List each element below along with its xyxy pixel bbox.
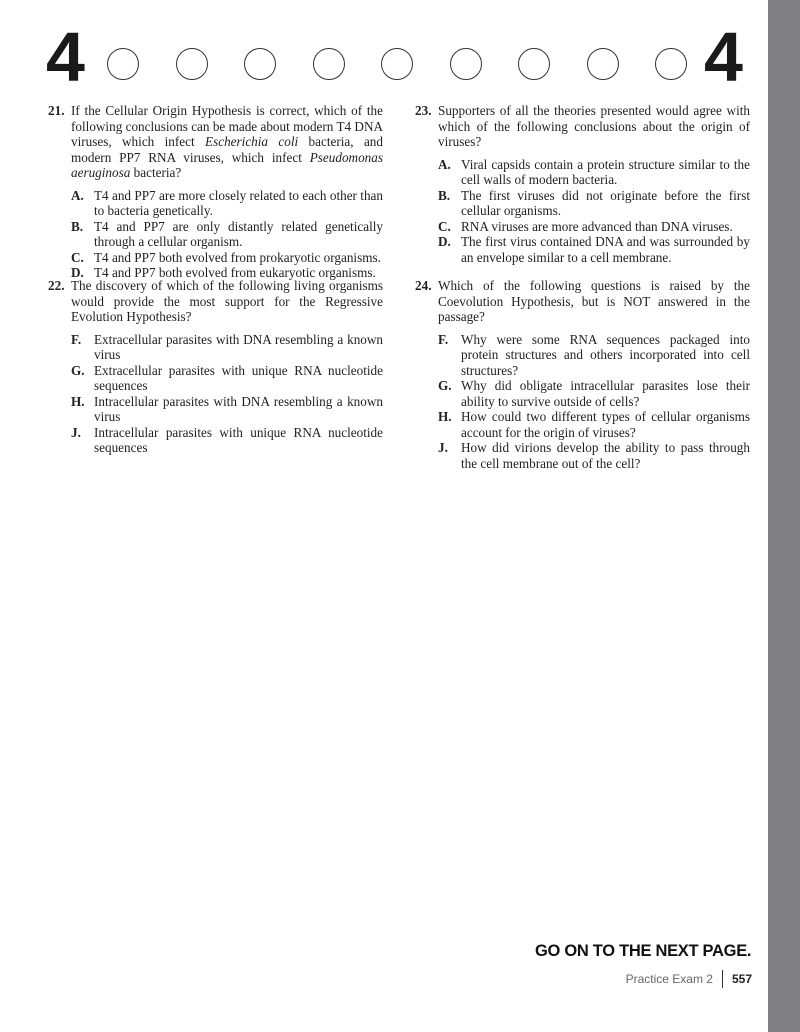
question-23 (415, 103, 750, 265)
option-letter: A. (71, 187, 84, 203)
option-text: Viral capsids contain a protein structure similar to the cell walls of modern bacteria. (461, 156, 750, 187)
question-stem: If the Cellular Origin Hypothesis is correct, which of the following conclusions can be made about modern T4 DNA viruses, which infect Escherichia coli bacteria, and modern PP7 RNA viruses, which infect Pseudomonas aeruginosa bacteria? (71, 103, 383, 180)
option-text: How could two different types of cellular organisms account for the origin of viruses? (461, 409, 750, 440)
section-number-left: 4 (46, 18, 83, 96)
answer-options (71, 332, 383, 456)
section-number-right: 4 (704, 18, 741, 96)
page-number: 557 (731, 972, 752, 986)
option-text: T4 and PP7 both evolved from eukaryotic organisms. (94, 265, 376, 280)
option-text: Intracellular parasites with unique RNA nucleotide sequences (94, 424, 383, 455)
answer-option (438, 219, 750, 235)
go-on-notice: GO ON TO THE NEXT PAGE. (535, 942, 752, 960)
option-letter: A. (438, 156, 451, 172)
option-letter: H. (438, 409, 452, 424)
footer-divider (722, 970, 723, 988)
option-letter: H. (71, 393, 85, 409)
option-letter: C. (438, 218, 451, 234)
answer-bubble (313, 48, 345, 80)
answer-option (438, 234, 750, 265)
question-24 (415, 278, 750, 471)
page-footer (626, 970, 752, 988)
option-letter: G. (438, 378, 452, 393)
option-letter: B. (438, 187, 451, 203)
answer-option (438, 440, 750, 471)
answer-bubble (450, 48, 482, 80)
option-text: Why did obligate intracellular parasites lose their ability to survive outside of cells? (461, 378, 750, 409)
option-text: Why were some RNA sequences packaged into protein structures and others incorporated into cell structures? (461, 331, 750, 378)
answer-options (438, 157, 750, 266)
answer-option (71, 363, 383, 394)
answer-bubble (518, 48, 550, 80)
question-number: 21. (48, 103, 65, 118)
answer-option (438, 157, 750, 188)
answer-option (71, 394, 383, 425)
answer-bubble (381, 48, 413, 80)
option-text: T4 and PP7 both evolved from prokaryotic organisms. (94, 249, 381, 265)
answer-option (438, 409, 750, 440)
answer-bubble (655, 48, 687, 80)
answer-bubble (176, 48, 208, 80)
option-text: How did virions develop the ability to pass through the cell membrane out of the cell? (461, 440, 750, 471)
option-letter: F. (71, 331, 82, 347)
answer-options (438, 332, 750, 472)
question-number: 24. (415, 278, 432, 293)
option-letter: J. (71, 424, 81, 440)
option-text: T4 and PP7 are more closely related to each other than to bacteria genetically. (94, 187, 383, 218)
option-letter: F. (438, 331, 449, 347)
question-stem: Supporters of all the theories presented would agree with which of the following conclusions about the origin of viruses? (438, 103, 750, 149)
question-22 (48, 278, 383, 456)
option-text: RNA viruses are more advanced than DNA viruses. (461, 218, 733, 234)
answer-bubble (587, 48, 619, 80)
question-number: 23. (415, 103, 432, 118)
option-text: Extracellular parasites with DNA resembling a known virus (94, 331, 383, 362)
question-stem: Which of the following questions is raised by the Coevolution Hypothesis, but is NOT answered in the passage? (438, 278, 750, 324)
answer-option (71, 188, 383, 219)
answer-option (438, 188, 750, 219)
option-text: Intracellular parasites with DNA resembling a known virus (94, 393, 383, 424)
option-letter: G. (71, 362, 85, 378)
option-text: The first virus contained DNA and was surrounded by an envelope similar to a cell membrane. (461, 234, 750, 265)
question-number: 22. (48, 278, 65, 293)
option-text: The first viruses did not originate before the first cellular organisms. (461, 187, 750, 218)
option-letter: D. (438, 234, 451, 249)
answer-option (438, 332, 750, 379)
option-text: T4 and PP7 are only distantly related genetically through a cellular organism. (94, 218, 383, 249)
answer-option (71, 219, 383, 250)
answer-bubble (107, 48, 139, 80)
question-stem: The discovery of which of the following living organisms would provide the most support for the Regressive Evolution Hypothesis? (71, 278, 383, 324)
option-letter: J. (438, 440, 448, 455)
answer-bubble (244, 48, 276, 80)
page-edge-tab (768, 0, 800, 1032)
option-text: Extracellular parasites with unique RNA nucleotide sequences (94, 362, 383, 393)
option-letter: D. (71, 265, 84, 280)
question-21 (48, 103, 383, 281)
answer-options (71, 188, 383, 281)
option-letter: C. (71, 249, 84, 265)
answer-option (438, 378, 750, 409)
answer-option (71, 425, 383, 456)
book-title: Practice Exam 2 (625, 972, 713, 986)
answer-option (71, 332, 383, 363)
answer-option (71, 250, 383, 266)
option-letter: B. (71, 218, 84, 234)
